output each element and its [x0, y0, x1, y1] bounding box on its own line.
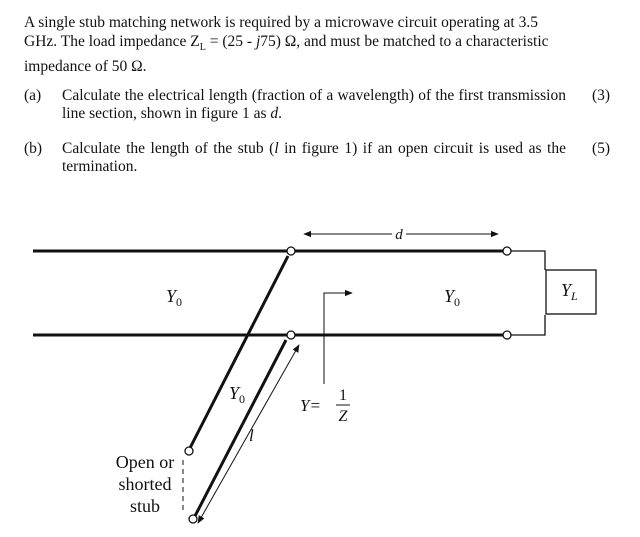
stub-line-lower [195, 340, 286, 516]
label-frac-num: 1 [339, 387, 347, 404]
label-y-equals: Y= [300, 396, 321, 415]
stub-label-line-1: Open or [115, 452, 175, 472]
question-b-var: l [274, 140, 279, 157]
load-wire-bottom [511, 315, 545, 335]
question-a-var: d [270, 105, 279, 122]
label-y0-left: $Y_0$ [166, 286, 183, 309]
junction-top [287, 247, 295, 255]
load-terminal-top [503, 247, 511, 255]
question-b-label: (b) [24, 140, 43, 157]
question-b-text-end: in figure 1) if an open circuit is used as the termination. [62, 140, 566, 175]
load-subscript: L [199, 42, 206, 54]
question-a-label: (a) [24, 87, 42, 104]
stub-end-lower [189, 515, 197, 523]
load-value-a: = (25 - [205, 33, 256, 50]
load-wire-top [511, 251, 545, 270]
question-a-marks: (3) [592, 87, 611, 104]
problem-line-3: impedance of 50 Ω. [24, 58, 147, 76]
stub-line-upper [190, 256, 288, 448]
junction-bottom [287, 331, 295, 339]
imag-unit: j [255, 33, 261, 50]
stub-label-line-2: shorted [118, 474, 172, 494]
load-text: GHz. The load impedance Z [24, 33, 200, 50]
y-arrow [324, 293, 352, 384]
question-a-text-main: Calculate the electrical length (fraction of a wavelength) of the first transmission line section, shown in figure 1 as [62, 87, 566, 122]
label-l: l [249, 426, 254, 445]
question-b-text-main: Calculate the length of the stub ( [62, 140, 275, 157]
stub-label-line-3: stub [129, 496, 161, 516]
load-value-b: 75) Ω, and must be matched to a characteristic [260, 33, 549, 50]
label-y0-stub: $Y_0$ [229, 383, 246, 406]
label-y0-right: $Y_0$ [444, 286, 461, 309]
question-b-marks: (5) [592, 140, 611, 157]
load-terminal-bottom [503, 331, 511, 339]
label-d: d [395, 227, 403, 243]
label-frac-den: Z [338, 408, 348, 425]
label-yl: $Y_L$ [561, 280, 578, 303]
question-a-text-end: . [278, 105, 282, 122]
stub-end-upper [185, 447, 193, 455]
problem-line-1: A single stub matching network is required by a microwave circuit operating at 3.5 [24, 14, 538, 31]
